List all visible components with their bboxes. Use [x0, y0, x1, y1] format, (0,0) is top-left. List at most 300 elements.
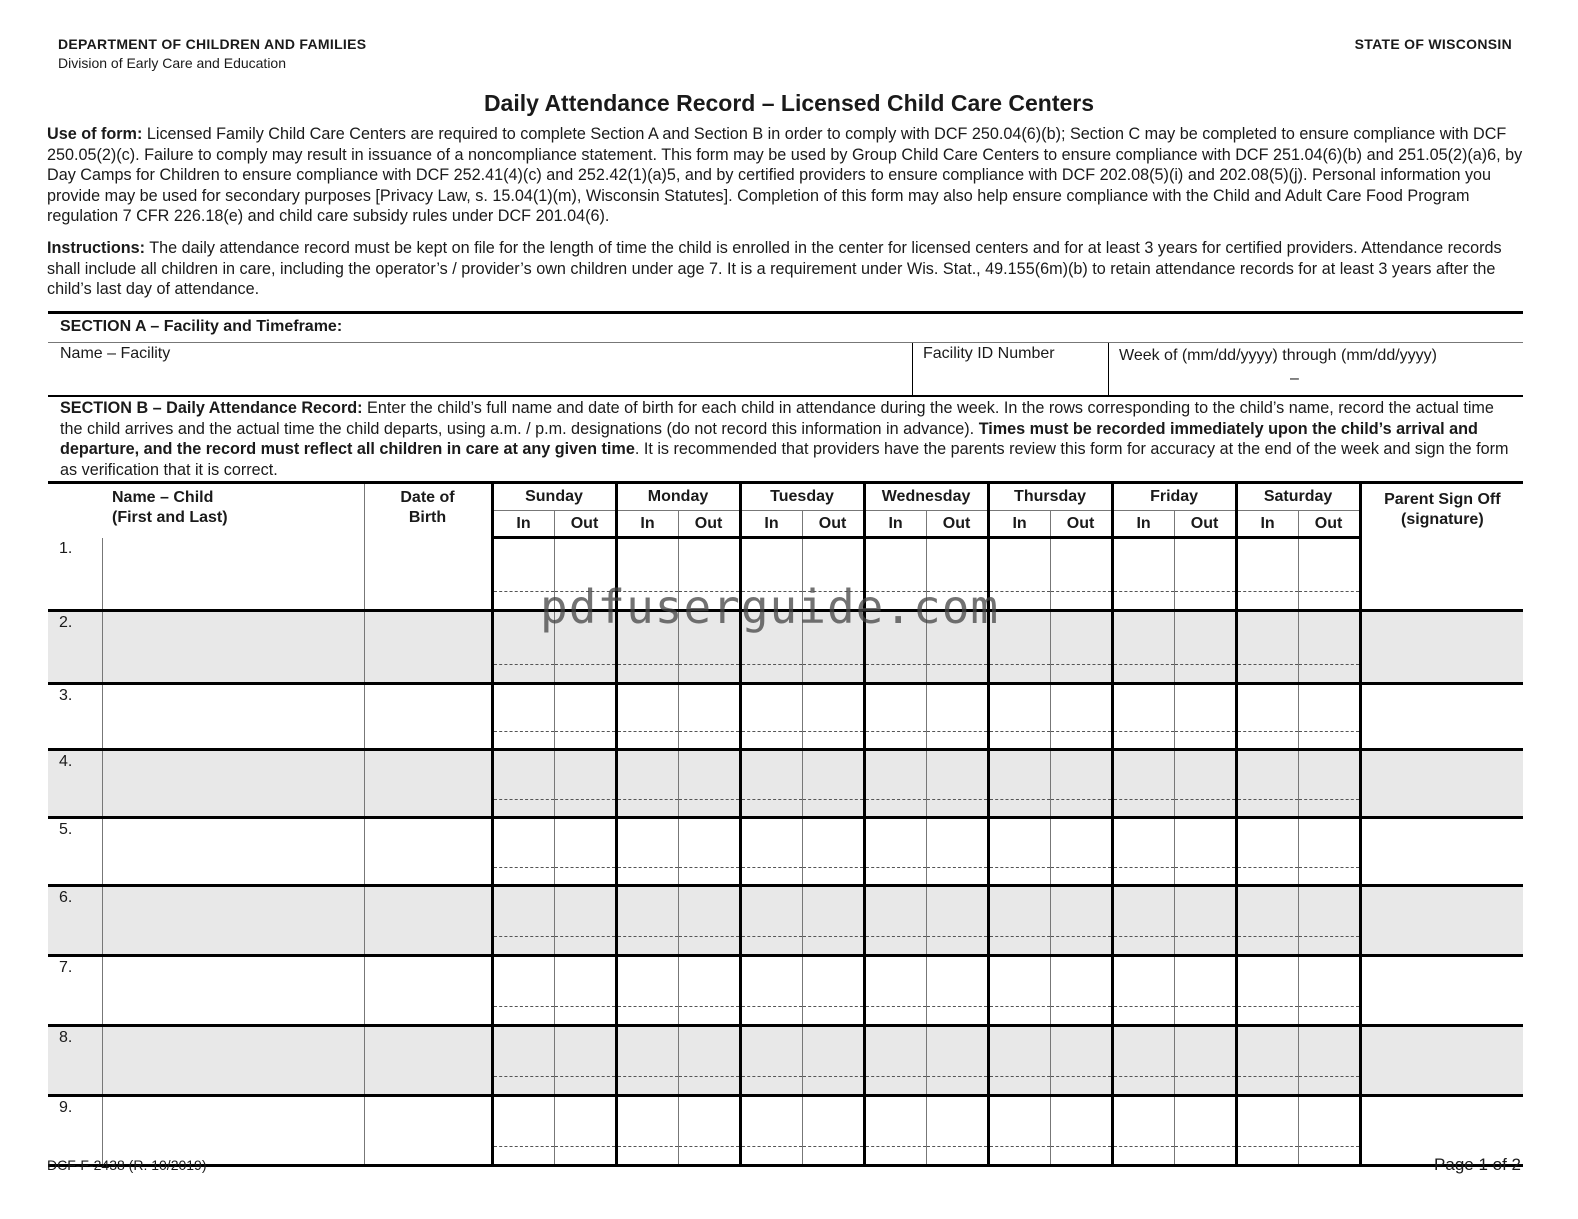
time-out-tuesday-field[interactable]	[802, 956, 864, 1026]
child-name-header-line2: (First and Last)	[112, 509, 228, 526]
date-of-birth-field[interactable]	[364, 956, 492, 1026]
time-out-friday-field[interactable]	[1174, 611, 1236, 684]
time-divider	[618, 701, 678, 733]
attendance-row	[48, 886, 1523, 956]
section-a-title: SECTION A – Facility and Timeframe:	[60, 318, 343, 335]
time-divider	[618, 1044, 678, 1078]
division-name: Division of Early Care and Education	[58, 55, 287, 71]
attendance-row	[48, 818, 1523, 886]
time-divider	[1238, 904, 1298, 938]
time-in-tuesday-field[interactable]	[740, 1026, 802, 1096]
time-divider	[866, 904, 926, 938]
time-out-sunday-field[interactable]	[554, 1026, 616, 1096]
table-header-row-days	[48, 483, 1523, 511]
time-in-thursday-field[interactable]	[988, 750, 1050, 818]
time-out-wednesday-field[interactable]	[926, 818, 988, 886]
time-divider	[990, 1114, 1050, 1148]
time-out-friday-field[interactable]	[1174, 538, 1236, 611]
time-out-saturday-field[interactable]	[1298, 956, 1360, 1026]
parent-signature-field[interactable]	[1360, 886, 1523, 956]
time-divider	[1238, 974, 1298, 1008]
section-b-text-1: Enter the child’s full name and date of birth for each child in attendance during the week. In the rows corresponding to the child’s name, record the actual time the child arrives and the actual time the child departs, using a.m. / p.m. designations (do not record this information in advance).	[60, 399, 1494, 438]
time-in-thursday-field[interactable]	[988, 956, 1050, 1026]
time-divider	[555, 1044, 615, 1078]
time-divider	[990, 1044, 1050, 1078]
week-start-field[interactable]	[1112, 368, 1282, 394]
time-divider	[1114, 767, 1174, 800]
date-of-birth-field[interactable]	[364, 818, 492, 886]
time-in-monday-field[interactable]	[616, 1026, 678, 1096]
parent-signature-field[interactable]	[1360, 750, 1523, 818]
section-a-top-rule	[48, 311, 1523, 314]
time-out-friday-field[interactable]	[1174, 886, 1236, 956]
instructions-text: The daily attendance record must be kept on file for the length of time the child is enrolled in the center for licensed centers and for at least 3 years for certified providers. Attendance records shall include all children in care, including the operator’s / provider’s own children under age 7. It is a requirement under Wis. Stat., 49.155(6m)(b) to retain attendance records for at least 3 years after the child’s last day of attendance.	[47, 239, 1502, 298]
time-in-sunday-field[interactable]	[492, 818, 554, 886]
time-divider	[742, 767, 802, 800]
time-out-tuesday-field[interactable]	[802, 1096, 864, 1166]
attendance-row	[48, 1026, 1523, 1096]
day-header-sunday: Sunday	[492, 483, 616, 511]
attendance-row	[48, 956, 1523, 1026]
time-divider	[1114, 974, 1174, 1008]
week-end-field[interactable]	[1305, 368, 1515, 394]
day-header-friday: Friday	[1112, 483, 1236, 511]
day-header-monday: Monday	[616, 483, 740, 511]
time-divider	[1051, 835, 1111, 868]
time-in-thursday-field[interactable]	[988, 684, 1050, 750]
time-divider	[1114, 1114, 1174, 1148]
time-divider	[803, 630, 863, 665]
time-divider	[742, 835, 802, 868]
time-divider	[618, 974, 678, 1008]
time-in-monday-field[interactable]	[616, 818, 678, 886]
time-out-saturday-field[interactable]	[1298, 750, 1360, 818]
time-in-friday-field[interactable]	[1112, 611, 1174, 684]
time-out-saturday-field[interactable]	[1298, 1096, 1360, 1166]
time-divider	[866, 767, 926, 800]
time-divider	[555, 767, 615, 800]
instructions-label: Instructions:	[47, 239, 146, 257]
header-in-thursday: In	[988, 511, 1050, 538]
time-in-tuesday-field[interactable]	[740, 750, 802, 818]
time-out-monday-field[interactable]	[678, 886, 740, 956]
time-divider	[679, 630, 739, 665]
dob-header-line2: Birth	[408, 509, 447, 526]
time-out-wednesday-field[interactable]	[926, 956, 988, 1026]
time-in-sunday-field[interactable]	[492, 684, 554, 750]
time-in-sunday-field[interactable]	[492, 1096, 554, 1166]
date-of-birth-field[interactable]	[364, 611, 492, 684]
time-divider	[1051, 630, 1111, 665]
facility-name-label: Name – Facility	[60, 345, 171, 362]
time-in-saturday-field[interactable]	[1236, 956, 1298, 1026]
time-out-sunday-field[interactable]	[554, 886, 616, 956]
time-in-tuesday-field[interactable]	[740, 956, 802, 1026]
time-divider	[1175, 835, 1235, 868]
time-out-sunday-field[interactable]	[554, 956, 616, 1026]
time-divider	[742, 630, 802, 665]
time-in-sunday-field[interactable]	[492, 956, 554, 1026]
time-out-sunday-field[interactable]	[554, 1096, 616, 1166]
time-divider	[866, 701, 926, 733]
time-divider	[1051, 1114, 1111, 1148]
time-in-saturday-field[interactable]	[1236, 1096, 1298, 1166]
time-in-sunday-field[interactable]	[492, 1026, 554, 1096]
time-divider	[1299, 701, 1359, 733]
child-name-field[interactable]	[102, 818, 364, 886]
time-divider	[1175, 1114, 1235, 1148]
time-in-monday-field[interactable]	[616, 886, 678, 956]
header-in-monday: In	[616, 511, 678, 538]
time-divider	[679, 767, 739, 800]
time-in-sunday-field[interactable]	[492, 750, 554, 818]
time-out-friday-field[interactable]	[1174, 684, 1236, 750]
facility-name-field[interactable]	[50, 364, 910, 394]
time-in-monday-field[interactable]	[616, 684, 678, 750]
time-divider	[618, 1114, 678, 1148]
time-out-sunday-field[interactable]	[554, 818, 616, 886]
time-out-friday-field[interactable]	[1174, 818, 1236, 886]
time-in-tuesday-field[interactable]	[740, 886, 802, 956]
time-divider	[927, 630, 987, 665]
time-out-monday-field[interactable]	[678, 1096, 740, 1166]
time-in-monday-field[interactable]	[616, 1096, 678, 1166]
time-divider	[927, 904, 987, 938]
time-divider	[990, 767, 1050, 800]
time-in-saturday-field[interactable]	[1236, 818, 1298, 886]
time-divider	[1051, 557, 1111, 592]
attendance-row	[48, 750, 1523, 818]
header-out-monday: Out	[678, 511, 740, 538]
time-in-wednesday-field[interactable]	[864, 1026, 926, 1096]
time-out-wednesday-field[interactable]	[926, 886, 988, 956]
time-divider	[1238, 630, 1298, 665]
time-in-wednesday-field[interactable]	[864, 750, 926, 818]
child-name-header	[48, 483, 364, 538]
time-divider	[679, 1044, 739, 1078]
time-divider	[803, 835, 863, 868]
time-divider	[679, 904, 739, 938]
dob-header-line1: Date of	[400, 489, 455, 506]
child-name-field[interactable]	[102, 538, 364, 611]
time-divider	[1175, 701, 1235, 733]
time-in-wednesday-field[interactable]	[864, 956, 926, 1026]
date-of-birth-field[interactable]	[364, 750, 492, 818]
time-divider	[1238, 557, 1298, 592]
time-divider	[494, 1044, 554, 1078]
child-name-field[interactable]	[102, 956, 364, 1026]
time-divider	[494, 974, 554, 1008]
time-in-monday-field[interactable]	[616, 750, 678, 818]
time-divider	[618, 630, 678, 665]
time-out-saturday-field[interactable]	[1298, 611, 1360, 684]
parent-sign-header-line1: Parent Sign Off	[1384, 491, 1501, 508]
time-divider	[1051, 974, 1111, 1008]
time-in-friday-field[interactable]	[1112, 886, 1174, 956]
time-divider	[494, 630, 554, 665]
header-out-saturday: Out	[1298, 511, 1360, 538]
time-divider	[1299, 1044, 1359, 1078]
section-b-text-2: . It is recommended that providers have the parents review this form for accuracy at the end of the week and sign the form as verification that it is correct.	[60, 440, 1509, 479]
time-in-friday-field[interactable]	[1112, 956, 1174, 1026]
time-out-monday-field[interactable]	[678, 684, 740, 750]
time-divider	[555, 630, 615, 665]
time-divider	[927, 974, 987, 1008]
form-id: DCF-F-2438 (R. 10/2019)	[47, 1157, 207, 1173]
time-out-saturday-field[interactable]	[1298, 1026, 1360, 1096]
watermark-text: pdfuserguide.com	[540, 580, 1000, 634]
child-name-field[interactable]	[102, 750, 364, 818]
time-in-wednesday-field[interactable]	[864, 1096, 926, 1166]
time-divider	[927, 835, 987, 868]
time-out-friday-field[interactable]	[1174, 956, 1236, 1026]
attendance-row	[48, 1096, 1523, 1166]
time-out-wednesday-field[interactable]	[926, 750, 988, 818]
time-divider	[1175, 974, 1235, 1008]
section-b-top-rule	[48, 395, 1523, 397]
dob-header	[364, 483, 492, 538]
time-divider	[555, 1114, 615, 1148]
use-of-form-label: Use of form:	[47, 125, 143, 143]
state-name: STATE OF WISCONSIN	[1354, 36, 1512, 52]
time-divider	[990, 904, 1050, 938]
header-out-thursday: Out	[1050, 511, 1112, 538]
time-out-monday-field[interactable]	[678, 818, 740, 886]
time-in-friday-field[interactable]	[1112, 1096, 1174, 1166]
time-divider	[1238, 1114, 1298, 1148]
time-divider	[555, 835, 615, 868]
header-out-wednesday: Out	[926, 511, 988, 538]
time-in-thursday-field[interactable]	[988, 1096, 1050, 1166]
child-name-field[interactable]	[102, 1026, 364, 1096]
parent-signature-field[interactable]	[1360, 956, 1523, 1026]
time-divider	[555, 701, 615, 733]
time-divider	[494, 767, 554, 800]
time-divider	[1299, 630, 1359, 665]
time-divider	[1051, 1044, 1111, 1078]
facility-id-field[interactable]	[914, 364, 1106, 394]
time-divider	[1114, 1044, 1174, 1078]
row-number: 1.	[59, 539, 73, 557]
time-in-saturday-field[interactable]	[1236, 1026, 1298, 1096]
time-out-thursday-field[interactable]	[1050, 818, 1112, 886]
header-in-friday: In	[1112, 511, 1174, 538]
header-in-sunday: In	[492, 511, 554, 538]
time-in-tuesday-field[interactable]	[740, 684, 802, 750]
time-divider	[866, 835, 926, 868]
time-divider	[679, 974, 739, 1008]
time-in-saturday-field[interactable]	[1236, 886, 1298, 956]
header-in-saturday: In	[1236, 511, 1298, 538]
time-out-tuesday-field[interactable]	[802, 684, 864, 750]
day-header-tuesday: Tuesday	[740, 483, 864, 511]
time-divider	[1051, 904, 1111, 938]
time-divider	[742, 974, 802, 1008]
time-divider	[1299, 974, 1359, 1008]
time-out-wednesday-field[interactable]	[926, 1026, 988, 1096]
time-divider	[1299, 767, 1359, 800]
time-out-thursday-field[interactable]	[1050, 1026, 1112, 1096]
time-in-friday-field[interactable]	[1112, 538, 1174, 611]
parent-signature-field[interactable]	[1360, 538, 1523, 611]
section-b-title: SECTION B – Daily Attendance Record:	[60, 399, 363, 417]
row-number: 2.	[59, 614, 73, 631]
time-divider	[803, 1044, 863, 1078]
time-out-tuesday-field[interactable]	[802, 750, 864, 818]
time-out-tuesday-field[interactable]	[802, 1026, 864, 1096]
time-divider	[866, 1044, 926, 1078]
time-out-wednesday-field[interactable]	[926, 1096, 988, 1166]
time-divider	[679, 1114, 739, 1148]
time-in-saturday-field[interactable]	[1236, 684, 1298, 750]
time-in-wednesday-field[interactable]	[864, 886, 926, 956]
time-divider	[866, 1114, 926, 1148]
row-number: 5.	[59, 821, 73, 838]
time-in-tuesday-field[interactable]	[740, 1096, 802, 1166]
time-divider	[494, 701, 554, 733]
time-divider	[866, 630, 926, 665]
time-in-wednesday-field[interactable]	[864, 684, 926, 750]
time-divider	[1299, 904, 1359, 938]
time-out-thursday-field[interactable]	[1050, 886, 1112, 956]
time-divider	[1175, 767, 1235, 800]
time-divider	[679, 701, 739, 733]
time-divider	[1051, 767, 1111, 800]
section-a-vline-2	[1108, 343, 1109, 396]
time-out-tuesday-field[interactable]	[802, 818, 864, 886]
week-label: Week of (mm/dd/yyyy) through (mm/dd/yyyy)	[1119, 347, 1437, 364]
time-out-sunday-field[interactable]	[554, 750, 616, 818]
row-number: 6.	[59, 889, 73, 906]
time-in-monday-field[interactable]	[616, 956, 678, 1026]
child-name-field[interactable]	[102, 886, 364, 956]
time-divider	[555, 974, 615, 1008]
time-divider	[1114, 701, 1174, 733]
time-divider	[742, 1044, 802, 1078]
time-out-sunday-field[interactable]	[554, 684, 616, 750]
section-a-vline-1	[912, 343, 913, 396]
time-divider	[1114, 630, 1174, 665]
time-in-saturday-field[interactable]	[1236, 538, 1298, 611]
time-divider	[803, 767, 863, 800]
time-out-saturday-field[interactable]	[1298, 684, 1360, 750]
time-out-friday-field[interactable]	[1174, 1026, 1236, 1096]
header-in-wednesday: In	[864, 511, 926, 538]
time-divider	[555, 904, 615, 938]
page-number: Page 1 of 2	[1434, 1155, 1521, 1174]
time-out-saturday-field[interactable]	[1298, 538, 1360, 611]
time-in-friday-field[interactable]	[1112, 684, 1174, 750]
time-out-thursday-field[interactable]	[1050, 750, 1112, 818]
time-in-tuesday-field[interactable]	[740, 818, 802, 886]
time-out-thursday-field[interactable]	[1050, 611, 1112, 684]
date-of-birth-field[interactable]	[364, 684, 492, 750]
time-divider	[742, 701, 802, 733]
child-name-field[interactable]	[102, 684, 364, 750]
time-divider	[990, 974, 1050, 1008]
section-a-divider	[48, 342, 1523, 343]
time-out-friday-field[interactable]	[1174, 750, 1236, 818]
day-header-wednesday: Wednesday	[864, 483, 988, 511]
time-divider	[1051, 701, 1111, 733]
time-in-saturday-field[interactable]	[1236, 750, 1298, 818]
time-in-wednesday-field[interactable]	[864, 818, 926, 886]
time-divider	[1238, 701, 1298, 733]
time-divider	[618, 767, 678, 800]
time-divider	[1238, 1044, 1298, 1078]
use-of-form-text: Licensed Family Child Care Centers are required to complete Section A and Section B in order to comply with DCF 250.04(6)(b); Section C may be completed to ensure compliance with DCF 250.05(2)(c). Failure to comply may result in issuance of a noncompliance statement. This form may be used by Group Child Care Centers to ensure compliance with DCF 251.04(6)(b) and 251.05(2)(a)6, by Day Camps for Children to ensure compliance with DCF 252.41(4)(c) and 252.42(1)(a)5, and by certified providers to ensure compliance with DCF 202.08(5)(i) and 202.08(5)(j). Personal information you provide may be used for secondary purposes [Privacy Law, s. 15.04(1)(m), Wisconsin Statutes]. Completion of this form may also help ensure compliance with the Child and Adult Care Food Program regulation 7 CFR 226.18(e) and child care subsidy rules under DCF 201.04(6).	[47, 125, 1523, 225]
time-divider	[803, 974, 863, 1008]
time-divider	[618, 835, 678, 868]
time-in-thursday-field[interactable]	[988, 818, 1050, 886]
parent-signature-field[interactable]	[1360, 611, 1523, 684]
time-in-friday-field[interactable]	[1112, 1026, 1174, 1096]
time-in-friday-field[interactable]	[1112, 750, 1174, 818]
time-in-friday-field[interactable]	[1112, 818, 1174, 886]
time-out-thursday-field[interactable]	[1050, 684, 1112, 750]
time-divider	[927, 701, 987, 733]
time-divider	[866, 974, 926, 1008]
header-out-sunday: Out	[554, 511, 616, 538]
time-out-monday-field[interactable]	[678, 956, 740, 1026]
date-of-birth-field[interactable]	[364, 538, 492, 611]
time-out-thursday-field[interactable]	[1050, 538, 1112, 611]
date-of-birth-field[interactable]	[364, 1026, 492, 1096]
time-divider	[742, 1114, 802, 1148]
time-divider	[1114, 835, 1174, 868]
parent-signature-field[interactable]	[1360, 818, 1523, 886]
parent-signature-field[interactable]	[1360, 1026, 1523, 1096]
time-out-thursday-field[interactable]	[1050, 1096, 1112, 1166]
time-out-friday-field[interactable]	[1174, 1096, 1236, 1166]
row-number: 7.	[59, 959, 73, 976]
time-out-monday-field[interactable]	[678, 1026, 740, 1096]
date-of-birth-field[interactable]	[364, 886, 492, 956]
time-divider	[494, 835, 554, 868]
attendance-row	[48, 684, 1523, 750]
parent-signature-field[interactable]	[1360, 684, 1523, 750]
parent-sign-header-line2: (signature)	[1400, 511, 1484, 528]
time-out-saturday-field[interactable]	[1298, 818, 1360, 886]
child-name-field[interactable]	[102, 611, 364, 684]
time-in-saturday-field[interactable]	[1236, 611, 1298, 684]
time-in-thursday-field[interactable]	[988, 886, 1050, 956]
time-divider	[803, 904, 863, 938]
time-divider	[990, 630, 1050, 665]
time-out-tuesday-field[interactable]	[802, 886, 864, 956]
time-out-thursday-field[interactable]	[1050, 956, 1112, 1026]
form-title: Daily Attendance Record – Licensed Child Care Centers	[483, 90, 1095, 116]
time-out-monday-field[interactable]	[678, 750, 740, 818]
week-dash: –	[1290, 370, 1299, 387]
time-divider	[1299, 557, 1359, 592]
time-out-wednesday-field[interactable]	[926, 684, 988, 750]
time-in-thursday-field[interactable]	[988, 1026, 1050, 1096]
time-in-sunday-field[interactable]	[492, 886, 554, 956]
time-divider	[1299, 835, 1359, 868]
time-divider	[1175, 1044, 1235, 1078]
day-header-thursday: Thursday	[988, 483, 1112, 511]
row-number: 3.	[59, 687, 73, 704]
section-b-paragraph	[60, 398, 1520, 480]
header-in-tuesday: In	[740, 511, 802, 538]
parent-sign-header	[1360, 483, 1523, 538]
time-divider	[1175, 630, 1235, 665]
child-name-field[interactable]	[102, 1096, 364, 1166]
time-divider	[927, 1044, 987, 1078]
time-out-saturday-field[interactable]	[1298, 886, 1360, 956]
date-of-birth-field[interactable]	[364, 1096, 492, 1166]
